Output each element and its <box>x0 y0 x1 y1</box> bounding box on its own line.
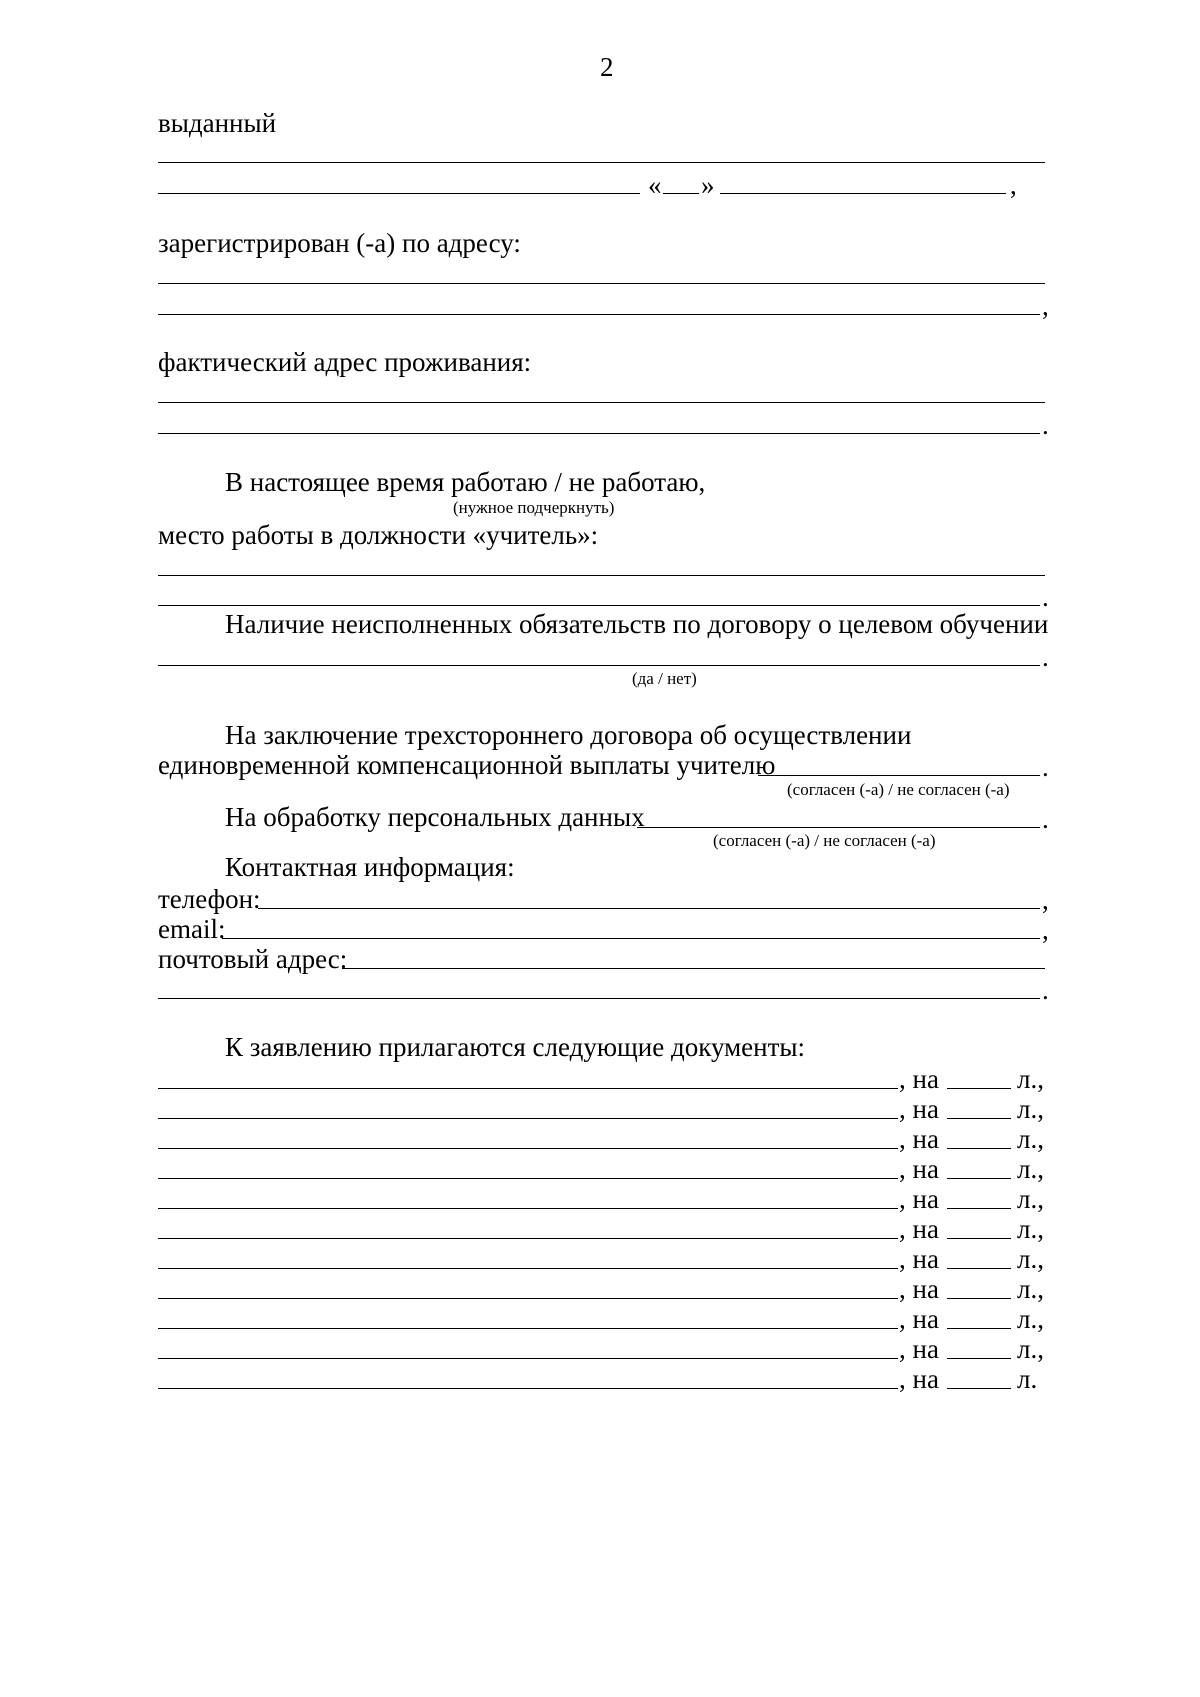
actual-address-label: фактический адрес проживания: <box>158 347 532 377</box>
employment-hint: (нужное подчеркнуть) <box>453 498 615 517</box>
issued-by-comma: , <box>1010 170 1017 200</box>
attachment-sheets-field[interactable] <box>947 1358 1011 1359</box>
obligations-period: . <box>1042 642 1049 672</box>
attachment-name-field[interactable] <box>158 1358 898 1359</box>
phone-field[interactable] <box>258 908 1040 909</box>
attachment-on-label: , на <box>899 1274 939 1304</box>
attachment-name-field[interactable] <box>158 1298 898 1299</box>
attachment-sheets-field[interactable] <box>947 1328 1011 1329</box>
workplace-label: место работы в должности «учитель»: <box>158 520 599 550</box>
attachment-sheets-field[interactable] <box>947 1208 1011 1209</box>
date-open-quote: « <box>648 170 662 200</box>
contract-consent-hint: (согласен (-а) / не согласен (-а) <box>787 780 1010 799</box>
attachment-sheets-field[interactable] <box>947 1298 1011 1299</box>
attachment-name-field[interactable] <box>158 1118 898 1119</box>
phone-comma: , <box>1042 885 1049 915</box>
issued-by-label: выданный <box>158 108 277 138</box>
email-field[interactable] <box>222 938 1040 939</box>
attachment-sheets-field[interactable] <box>947 1088 1011 1089</box>
attachment-on-label: , на <box>899 1304 939 1334</box>
contact-info-label: Контактная информация: <box>225 852 515 882</box>
attachment-on-label: , на <box>899 1244 939 1274</box>
attachment-name-field[interactable] <box>158 1328 898 1329</box>
attachment-name-field[interactable] <box>158 1148 898 1149</box>
attachment-name-field[interactable] <box>158 1178 898 1179</box>
personal-data-label: На обработку персональных данных <box>225 802 645 832</box>
attachment-on-label: , на <box>899 1064 939 1094</box>
personal-data-period: . <box>1042 804 1049 834</box>
attachment-sheets-label: л., <box>1017 1184 1044 1214</box>
registered-address-comma: , <box>1042 291 1049 321</box>
attachments-label: К заявлению прилагаются следующие документы: <box>225 1032 806 1062</box>
registered-address-field-2[interactable] <box>158 314 1040 315</box>
issue-day-field[interactable] <box>663 193 699 194</box>
obligations-field[interactable] <box>158 665 1040 666</box>
actual-address-field-2[interactable] <box>158 433 1040 434</box>
attachment-on-label: , на <box>899 1364 939 1394</box>
contract-consent-period: . <box>1042 752 1049 782</box>
attachment-sheets-label: л., <box>1017 1304 1044 1334</box>
attachment-sheets-field[interactable] <box>947 1178 1011 1179</box>
attachment-name-field[interactable] <box>158 1088 898 1089</box>
personal-data-hint: (согласен (-а) / не согласен (-а) <box>713 831 936 850</box>
obligations-hint: (да / нет) <box>632 669 697 688</box>
actual-address-period: . <box>1042 410 1049 440</box>
attachment-sheets-field[interactable] <box>947 1118 1011 1119</box>
attachment-name-field[interactable] <box>158 1208 898 1209</box>
registered-address-label: зарегистрирован (-а) по адресу: <box>158 228 521 258</box>
attachment-sheets-label: л., <box>1017 1214 1044 1244</box>
contract-consent-field[interactable] <box>758 775 1040 776</box>
registered-address-field-1[interactable] <box>158 283 1045 284</box>
attachment-on-label: , на <box>899 1214 939 1244</box>
email-label: email: <box>158 914 226 944</box>
contract-consent-line-2: единовременной компенсационной выплаты учителю <box>158 750 776 780</box>
date-close-quote: » <box>701 170 715 200</box>
phone-label: телефон: <box>158 884 261 914</box>
workplace-field-2[interactable] <box>158 605 1040 606</box>
attachment-sheets-label: л., <box>1017 1124 1044 1154</box>
issued-by-field-1[interactable] <box>158 162 1045 163</box>
attachment-on-label: , на <box>899 1334 939 1364</box>
attachment-sheets-label: л., <box>1017 1244 1044 1274</box>
attachment-sheets-label: л. <box>1017 1364 1038 1394</box>
postal-address-period: . <box>1042 975 1049 1005</box>
actual-address-field-1[interactable] <box>158 402 1045 403</box>
issue-month-year-field[interactable] <box>720 193 1006 194</box>
attachment-name-field[interactable] <box>158 1388 898 1389</box>
obligations-label: Наличие неисполненных обязательств по договору о целевом обучении <box>225 609 1049 639</box>
attachment-sheets-field[interactable] <box>947 1238 1011 1239</box>
personal-data-field[interactable] <box>637 827 1040 828</box>
contract-consent-line-1: На заключение трехстороннего договора об осуществлении <box>225 720 912 750</box>
attachment-sheets-field[interactable] <box>947 1148 1011 1149</box>
attachment-on-label: , на <box>899 1094 939 1124</box>
employment-statement: В настоящее время работаю / не работаю, <box>225 467 706 497</box>
attachment-name-field[interactable] <box>158 1268 898 1269</box>
attachment-sheets-label: л., <box>1017 1274 1044 1304</box>
postal-address-field-1[interactable] <box>342 968 1045 969</box>
postal-address-field-2[interactable] <box>158 998 1040 999</box>
attachment-on-label: , на <box>899 1184 939 1214</box>
workplace-field-1[interactable] <box>158 575 1045 576</box>
attachment-on-label: , на <box>899 1124 939 1154</box>
workplace-period: . <box>1042 582 1049 612</box>
attachment-sheets-label: л., <box>1017 1154 1044 1184</box>
attachment-sheets-field[interactable] <box>947 1268 1011 1269</box>
attachment-sheets-label: л., <box>1017 1094 1044 1124</box>
issued-by-field-2[interactable] <box>158 193 640 194</box>
email-comma: , <box>1042 915 1049 945</box>
postal-address-label: почтовый адрес: <box>158 944 348 974</box>
attachment-on-label: , на <box>899 1154 939 1184</box>
attachment-sheets-field[interactable] <box>947 1388 1011 1389</box>
page-number: 2 <box>600 52 614 82</box>
attachment-sheets-label: л., <box>1017 1334 1044 1364</box>
attachment-sheets-label: л., <box>1017 1064 1044 1094</box>
attachment-name-field[interactable] <box>158 1238 898 1239</box>
